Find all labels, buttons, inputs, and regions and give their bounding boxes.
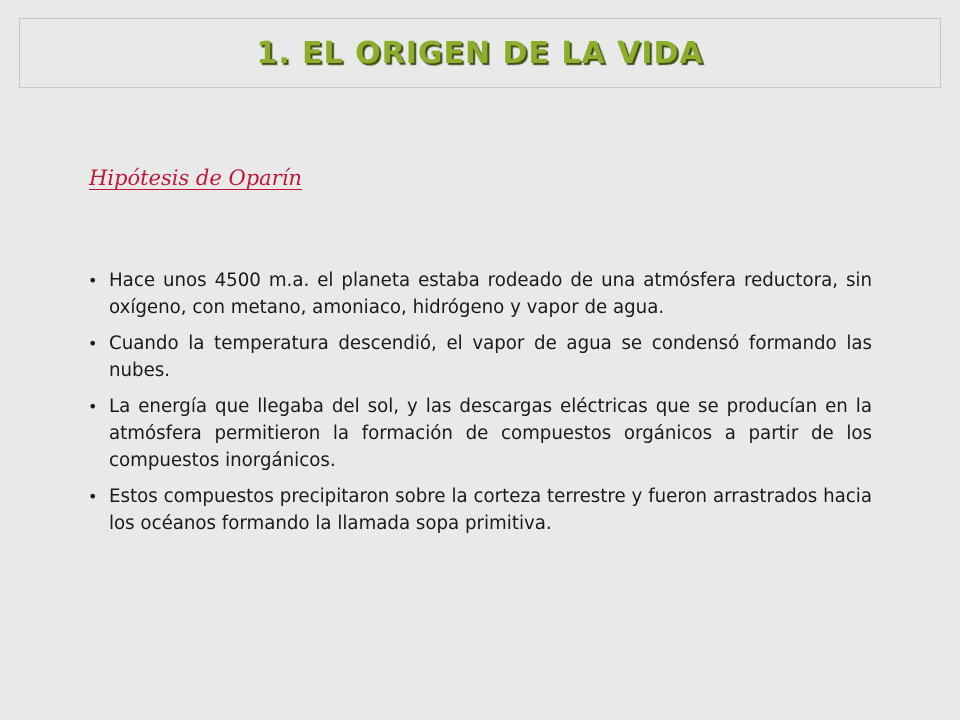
bullet-text: Hace unos 4500 m.a. el planeta estaba rodeado de una atmósfera reductora, sin oxígeno, con metano, amoniaco, hidrógeno y vapor de agua. [109,270,872,318]
bullet-marker: • [88,487,98,506]
bullet-item [88,483,872,537]
bullet-text: Estos compuestos precipitaron sobre la corteza terrestre y fueron arrastrados hacia los océanos formando la llamada sopa primitiva. [109,486,872,534]
title-box [19,18,941,88]
bullet-item [88,330,872,384]
bullet-marker: • [88,334,98,353]
bullet-item [88,267,872,321]
bullet-item [88,393,872,474]
slide-title: 1. EL ORIGEN DE LA VIDA [256,35,704,71]
bullet-text: Cuando la temperatura descendió, el vapor de agua se condensó formando las nubes. [109,333,872,381]
bullet-marker: • [88,397,98,416]
bullet-list [88,267,872,546]
bullet-text: La energía que llegaba del sol, y las descargas eléctricas que se producían en la atmósfera permitieron la formación de compuestos orgánicos a partir de los compuestos inorgánicos. [109,396,872,471]
bullet-marker: • [88,271,98,290]
slide-subtitle: Hipótesis de Oparín [89,166,302,190]
